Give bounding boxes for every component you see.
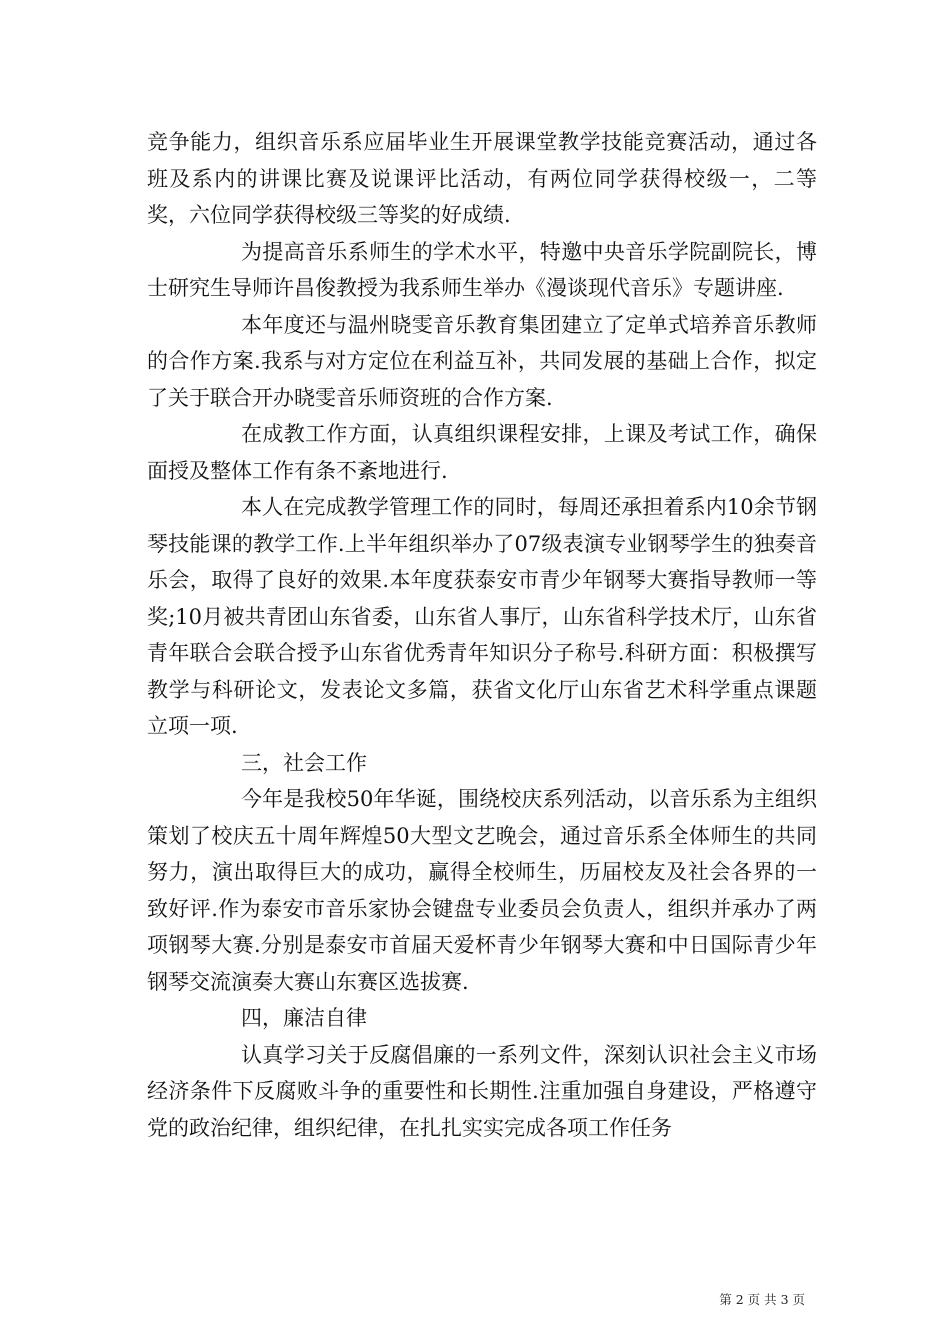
section-heading-integrity: 四，廉洁自律 [241,1006,367,1030]
paragraph-teaching-research: 本人在完成教学管理工作的同时，每周还承担着系内10余节钢琴技能课的教学工作.上半年组织举办了07级表演专业钢琴学生的独奏音乐会，取得了良好的效果.本年度获泰安市青少年钢琴大赛指导教师一等奖;10月被共青团山东省委，山东省人事厅，山东省科学技术厅，山东省青年联合会联合授予山东省优秀青年知识分子称号.科研方面：积极撰写教学与科研论文，发表论文多篇，获省文化厅山东省艺术科学重点课题立项一项. [147,495,817,738]
document-body [147,124,817,1146]
paragraph-lecture: 为提高音乐系师生的学术水平，特邀中央音乐学院副院长，博士研究生导师许昌俊教授为我系师生举办《漫谈现代音乐》专题讲座. [147,239,817,300]
paragraph-integrity: 认真学习关于反腐倡廉的一系列文件，深刻认识社会主义市场经济条件下反腐败斗争的重要性和长期性.注重加强自身建设，严格遵守党的政治纪律，组织纪律，在扎扎实实完成各项工作任务 [147,1042,817,1140]
section-heading-social-work: 三，社会工作 [241,750,367,775]
paragraph-adult-education: 在成教工作方面，认真组织课程安排，上课及考试工作，确保面授及整体工作有条不紊地进行. [147,422,817,483]
page-number: 第 2 页 共 3 页 [719,1292,805,1307]
paragraph-social-work: 今年是我校50年华诞，围绕校庆系列活动，以音乐系为主组织策划了校庆五十周年辉煌50大型文艺晚会，通过音乐系全体师生的共同努力，演出取得巨大的成功，赢得全校师生，历届校友及社会各界的一致好评.作为泰安市音乐家协会键盘专业委员会负责人，组织并承办了两项钢琴大赛.分别是泰安市首届天爱杯青少年钢琴大赛和中日国际青少年钢琴交流演奏大赛山东赛区选拔赛. [147,787,817,994]
paragraph-competition: 竞争能力，组织音乐系应届毕业生开展课堂教学技能竞赛活动，通过各班及系内的讲课比赛及说课评比活动，有两位同学获得校级一，二等奖，六位同学获得校级三等奖的好成绩. [147,130,817,227]
paragraph-cooperation: 本年度还与温州晓雯音乐教育集团建立了定单式培养音乐教师的合作方案.我系与对方定位在利益互补，共同发展的基础上合作，拟定了关于联合开办晓雯音乐师资班的合作方案. [147,312,817,410]
